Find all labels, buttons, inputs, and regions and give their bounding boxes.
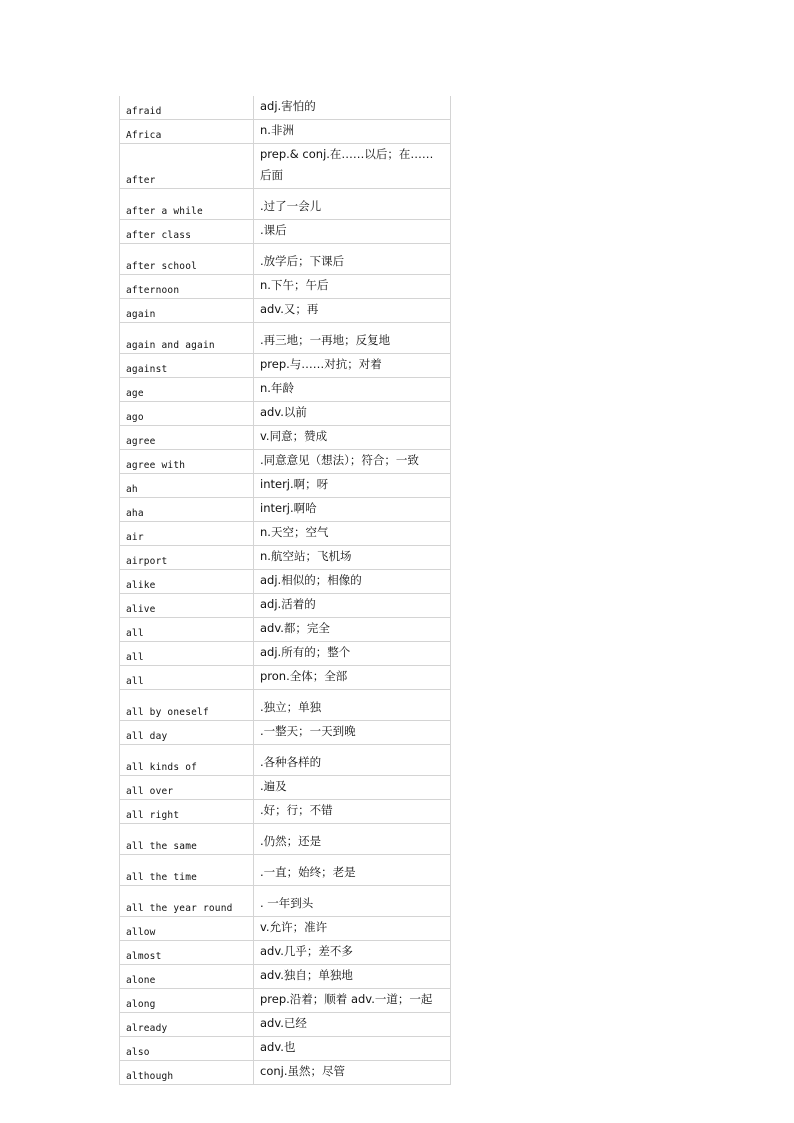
- table-row: [120, 570, 451, 594]
- meaning-cell: interj.啊；呀: [254, 474, 451, 498]
- meaning-cell: conj.虽然；尽管: [254, 1061, 451, 1085]
- meaning-cell: n.非洲: [254, 120, 451, 144]
- table-row: [120, 855, 451, 886]
- table-row: [120, 144, 451, 189]
- table-row: [120, 745, 451, 776]
- meaning-cell: adv.都；完全: [254, 618, 451, 642]
- meaning-cell: n.航空站；飞机场: [254, 546, 451, 570]
- table-row: [120, 498, 451, 522]
- meaning-cell: adj.相似的；相像的: [254, 570, 451, 594]
- vocabulary-table: [119, 96, 451, 1085]
- meaning-cell: .过了一会儿: [254, 189, 451, 220]
- word-cell: all: [120, 642, 254, 666]
- table-row: [120, 941, 451, 965]
- word-cell: agree: [120, 426, 254, 450]
- word-cell: along: [120, 989, 254, 1013]
- word-cell: afternoon: [120, 275, 254, 299]
- meaning-cell: .独立；单独: [254, 690, 451, 721]
- table-row: [120, 618, 451, 642]
- table-row: [120, 378, 451, 402]
- table-row: [120, 824, 451, 855]
- table-row: [120, 666, 451, 690]
- word-cell: also: [120, 1037, 254, 1061]
- meaning-cell: prep.& conj.在……以后；在……后面: [254, 144, 451, 189]
- table-row: [120, 546, 451, 570]
- meaning-cell: n.年龄: [254, 378, 451, 402]
- meaning-cell: prep.与……对抗；对着: [254, 354, 451, 378]
- table-row: [120, 96, 451, 120]
- word-cell: all kinds of: [120, 745, 254, 776]
- table-row: [120, 642, 451, 666]
- word-cell: after school: [120, 244, 254, 275]
- table-row: [120, 776, 451, 800]
- meaning-cell: adj.所有的；整个: [254, 642, 451, 666]
- table-row: [120, 690, 451, 721]
- table-row: [120, 275, 451, 299]
- table-row: [120, 189, 451, 220]
- meaning-cell: v.允许；准许: [254, 917, 451, 941]
- word-cell: although: [120, 1061, 254, 1085]
- table-row: [120, 1013, 451, 1037]
- word-cell: all right: [120, 800, 254, 824]
- word-cell: afraid: [120, 96, 254, 120]
- table-row: [120, 1061, 451, 1085]
- word-cell: against: [120, 354, 254, 378]
- word-cell: Africa: [120, 120, 254, 144]
- meaning-cell: adv.也: [254, 1037, 451, 1061]
- meaning-cell: interj.啊哈: [254, 498, 451, 522]
- table-row: [120, 244, 451, 275]
- table-row: [120, 120, 451, 144]
- table-row: [120, 299, 451, 323]
- word-cell: almost: [120, 941, 254, 965]
- meaning-cell: adv.以前: [254, 402, 451, 426]
- meaning-cell: .各种各样的: [254, 745, 451, 776]
- word-cell: aha: [120, 498, 254, 522]
- table-row: [120, 886, 451, 917]
- meaning-cell: .好；行；不错: [254, 800, 451, 824]
- meaning-cell: .一直；始终；老是: [254, 855, 451, 886]
- table-row: [120, 354, 451, 378]
- table-row: [120, 522, 451, 546]
- meaning-cell: .课后: [254, 220, 451, 244]
- word-cell: again: [120, 299, 254, 323]
- table-row: [120, 450, 451, 474]
- table-row: [120, 917, 451, 941]
- meaning-cell: adv.又；再: [254, 299, 451, 323]
- meaning-cell: .再三地；一再地；反复地: [254, 323, 451, 354]
- table-row: [120, 721, 451, 745]
- word-cell: agree with: [120, 450, 254, 474]
- word-cell: alive: [120, 594, 254, 618]
- word-cell: airport: [120, 546, 254, 570]
- meaning-cell: adv.几乎；差不多: [254, 941, 451, 965]
- meaning-cell: adj.害怕的: [254, 96, 451, 120]
- word-cell: alone: [120, 965, 254, 989]
- meaning-cell: .放学后；下课后: [254, 244, 451, 275]
- table-row: [120, 402, 451, 426]
- meaning-cell: .一整天；一天到晚: [254, 721, 451, 745]
- word-cell: allow: [120, 917, 254, 941]
- meaning-cell: .遍及: [254, 776, 451, 800]
- word-cell: alike: [120, 570, 254, 594]
- meaning-cell: pron.全体；全部: [254, 666, 451, 690]
- table-row: [120, 426, 451, 450]
- meaning-cell: adj.活着的: [254, 594, 451, 618]
- meaning-cell: prep.沿着；顺着 adv.一道；一起: [254, 989, 451, 1013]
- word-cell: all: [120, 618, 254, 642]
- word-cell: after: [120, 144, 254, 189]
- table-row: [120, 474, 451, 498]
- meaning-cell: .仍然；还是: [254, 824, 451, 855]
- word-cell: ah: [120, 474, 254, 498]
- meaning-cell: .同意意见（想法）；符合；一致: [254, 450, 451, 474]
- table-row: [120, 220, 451, 244]
- word-cell: all the same: [120, 824, 254, 855]
- word-cell: all: [120, 666, 254, 690]
- meaning-cell: . 一年到头: [254, 886, 451, 917]
- word-cell: all the time: [120, 855, 254, 886]
- word-cell: age: [120, 378, 254, 402]
- word-cell: all by oneself: [120, 690, 254, 721]
- word-cell: all over: [120, 776, 254, 800]
- word-cell: all day: [120, 721, 254, 745]
- meaning-cell: adv.已经: [254, 1013, 451, 1037]
- vocabulary-table-body: [120, 96, 451, 1085]
- word-cell: after a while: [120, 189, 254, 220]
- word-cell: ago: [120, 402, 254, 426]
- meaning-cell: n.天空；空气: [254, 522, 451, 546]
- table-row: [120, 1037, 451, 1061]
- word-cell: already: [120, 1013, 254, 1037]
- meaning-cell: n.下午；午后: [254, 275, 451, 299]
- table-row: [120, 323, 451, 354]
- table-row: [120, 965, 451, 989]
- table-row: [120, 594, 451, 618]
- word-cell: air: [120, 522, 254, 546]
- word-cell: again and again: [120, 323, 254, 354]
- table-row: [120, 800, 451, 824]
- word-cell: all the year round: [120, 886, 254, 917]
- word-cell: after class: [120, 220, 254, 244]
- table-row: [120, 989, 451, 1013]
- meaning-cell: adv.独自；单独地: [254, 965, 451, 989]
- meaning-cell: v.同意；赞成: [254, 426, 451, 450]
